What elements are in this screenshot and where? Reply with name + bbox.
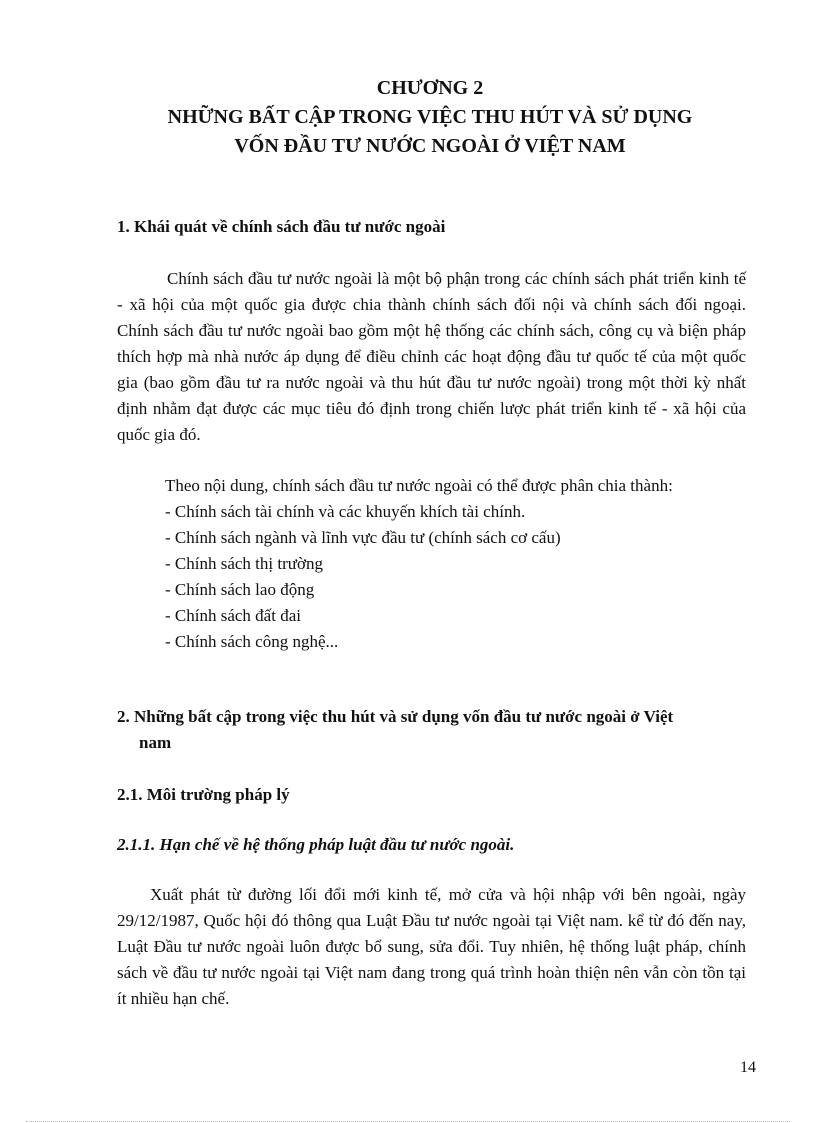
section-1-heading: 1. Khái quát về chính sách đầu tư nước ngoài <box>117 217 446 236</box>
page-number: 14 <box>740 1059 756 1076</box>
list-item: - Chính sách đất đai <box>165 606 301 625</box>
chapter-title <box>100 74 760 161</box>
footer-divider <box>26 1121 790 1122</box>
section-1-paragraph: Chính sách đầu tư nước ngoài là một bộ phận trong các chính sách phát triển kinh tế - xã hội của một quốc gia được chia thành chính sách đối nội và chính sách đối ngoại. Chính sách đầu tư nước ngoài bao gồm một hệ thống các chính sách, công cụ và biện pháp thích hợp mà nhà nước áp dụng để điều chỉnh các hoạt động đầu tư quốc tế của một quốc gia (bao gồm đầu tư ra nước ngoài và thu hút đầu tư nước ngoài) trong một thời kỳ nhất định nhằm đạt được các mục tiêu đó định trong chiến lược phát triển kinh tế - xã hội của quốc gia đó. <box>117 269 746 444</box>
chapter-number: CHƯƠNG 2 <box>376 77 484 99</box>
chapter-title-line-2: VỐN ĐẦU TƯ NƯỚC NGOÀI Ở VIỆT NAM <box>234 135 626 157</box>
policy-list-intro: Theo nội dung, chính sách đầu tư nước ngoài có thể được phân chia thành: <box>165 476 673 495</box>
section-2-1-heading: 2.1. Môi trường pháp lý <box>117 785 290 804</box>
list-item: - Chính sách lao động <box>165 580 315 599</box>
section-2-heading-line-2: nam <box>139 733 172 752</box>
section-2-heading <box>117 704 757 756</box>
list-item: - Chính sách công nghệ... <box>165 632 339 651</box>
list-item: - Chính sách tài chính và các khuyến khích tài chính. <box>165 502 526 521</box>
section-2-paragraph: Xuất phát từ đường lối đổi mới kinh tế, mở cửa và hội nhập với bên ngoài, ngày 29/12/1987, Quốc hội đó thông qua Luật Đầu tư nước ngoài tại Việt nam. kể từ đó đến nay, Luật Đầu tư nước ngoài luôn được bổ sung, sửa đổi. Tuy nhiên, hệ thống luật pháp, chính sách về đầu tư nước ngoài tại Việt nam đang trong quá trình hoàn thiện nên vẫn còn tồn tại ít nhiều hạn chế. <box>117 885 746 1008</box>
section-2-heading-line-1: 2. Những bất cập trong việc thu hút và sử dụng vốn đầu tư nước ngoài ở Việt <box>117 707 674 726</box>
list-item: - Chính sách thị trường <box>165 554 323 573</box>
chapter-title-line-1: NHỮNG BẤT CẬP TRONG VIỆC THU HÚT VÀ SỬ DỤNG <box>167 106 693 128</box>
policy-list <box>165 473 765 655</box>
list-item: - Chính sách ngành và lĩnh vực đầu tư (chính sách cơ cấu) <box>165 528 561 547</box>
section-2-1-1-heading: 2.1.1. Hạn chế về hệ thống pháp luật đầu tư nước ngoài. <box>117 835 515 854</box>
